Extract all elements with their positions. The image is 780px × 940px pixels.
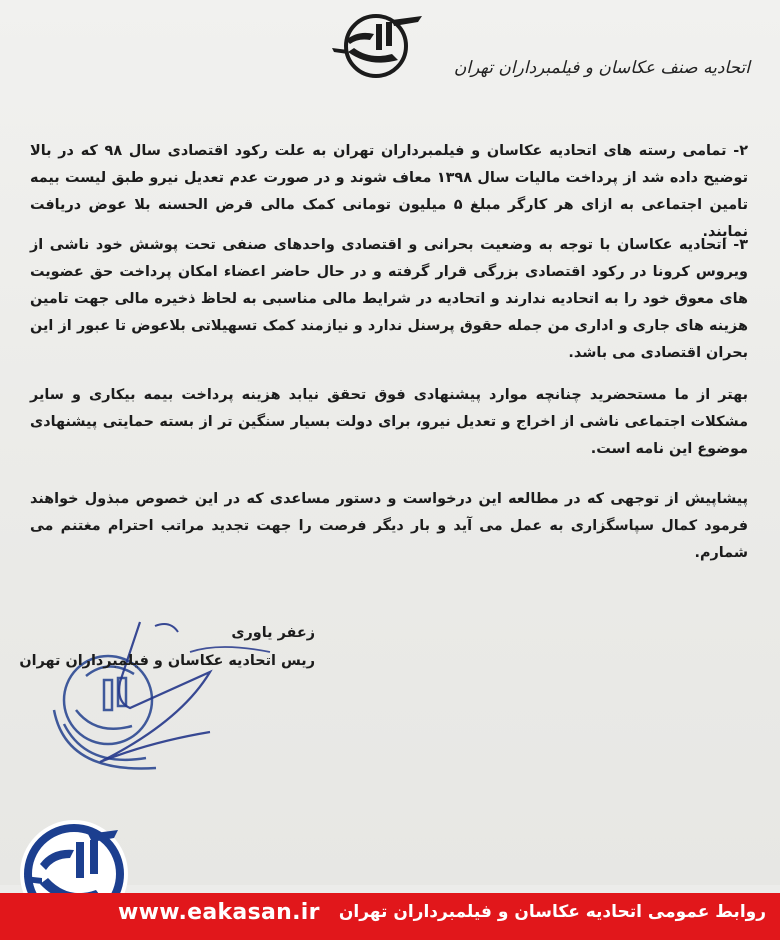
paragraph-closing: پیشاپیش از توجهی که در مطالعه این درخواست و دستور مساعدی که در این خصوص مبذول خواهند فرمود کمال سپاسگزاری به عمل می آید و بار دیگر فرصت را جهت تجدید مراتب احترام مغتنم می شمارم. [30,491,748,562]
footer-caption: روابط عمومی اتحادیه عکاسان و فیلمبرداران تهران [338,902,766,922]
website-link[interactable]: www.eakasan.ir [118,900,320,925]
signer-name: زعفر یاوری [231,625,315,641]
paragraph-item-2: ۲- تمامی رسته های اتحادیه عکاسان و فیلمبرداران تهران به علت رکود اقتصادی سال ۹۸ که در بالا توضیح داده شد از پرداخت مالیات سال ۱۳۹۸ معاف شوند و در صورت عدم تعدیل نیرو طبق لیست بیمه تامین اجتماعی به ازای هر کارگر مبلغ ۵ میلیون تومانی کمک مالی قرض الحسنه بلا عوض دریافت نمایند. [30,143,749,241]
paragraph-consequences: بهتر از ما مستحضرید چنانچه موارد پیشنهادی فوق تحقق نیابد هزینه پرداخت بیمه بیکاری و سایر مشکلات اجتماعی ناشی از اخراج و تعدیل نیرو، برای دولت بسیار سنگین تر از بسته حمایتی پیشنهادی موضوع این نامه است. [30,387,748,458]
paragraph-item-3: ۳- اتحادیه عکاسان با توجه به وضعیت بحرانی و اقتصادی واحدهای صنفی تحت پوشش خود ناشی از ویروس کرونا در رکود اقتصادی بزرگی قرار گرفته و در حال حاضر اعضاء امکان پرداخت حق عضویت های معوق خود را به اتحادیه ندارند و اتحادیه در شرایط مالی مناسبی به لحاظ ذخیره مالی جهت تامین هزینه های جاری و اداری من جمله حقوق پرسنل ندارد و نیازمند کمک تسهیلاتی بلاعوض تا عبور از این بحران اقتصادی می باشد. [30,237,748,362]
signer-title: ریس اتحادیه عکاسان و فیلمبرداران تهران [19,653,315,669]
organization-name: اتحادیه صنف عکاسان و فیلمبرداران تهران [453,58,750,78]
